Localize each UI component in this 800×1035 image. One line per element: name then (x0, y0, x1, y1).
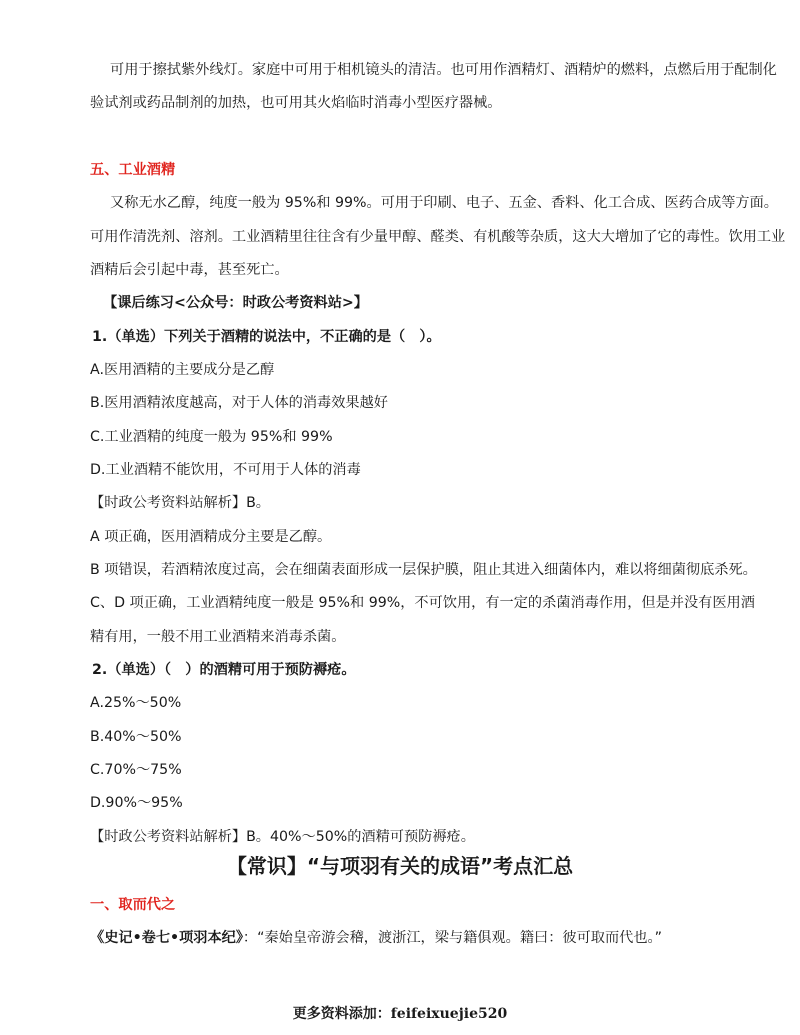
topic-title: 【常识】“与项羽有关的成语”考点汇总 (226, 854, 574, 878)
section5-line-3: 酒精后会引起中毒，甚至死亡。 (90, 262, 289, 278)
question-1-explanation-cd-1: C、D 项正确，工业酒精纯度一般是 95%和 99%，不可饮用，有一定的杀菌消毒作用，但是并没有医用酒 (90, 595, 755, 611)
quote-source: 《史记•卷七•项羽本纪》 (90, 930, 243, 946)
intro-line-2: 验试剂或药品制剂的加热，也可用其火焰临时消毒小型医疗器械。 (90, 95, 502, 111)
question-2-stem: 2.（单选）（ ）的酒精可用于预防褥疮。 (92, 662, 356, 678)
question-1-explanation-b: B 项错误，若酒精浓度过高，会在细菌表面形成一层保护膜，阻止其进入细菌体内，难以将细菌彻底杀死。 (90, 562, 757, 578)
intro-line-1: 可用于擦拭紫外线灯。家庭中可用于相机镜头的清洁。也可用作酒精灯、酒精炉的燃料，点燃后用于配制化 (110, 62, 777, 78)
question-1-option-c: C.工业酒精的纯度一般为 95%和 99% (90, 429, 333, 445)
question-1-option-d: D.工业酒精不能饮用，不可用于人体的消毒 (90, 462, 361, 478)
section-heading-industrial-alcohol: 五、工业酒精 (90, 162, 176, 178)
question-1-explanation-a: A 项正确，医用酒精成分主要是乙醇。 (90, 529, 332, 545)
question-1-explanation-cd-2: 精有用，一般不用工业酒精来消毒杀菌。 (90, 629, 346, 645)
question-2-option-d: D.90%～95% (90, 795, 183, 811)
topic-heading-1: 一、取而代之 (90, 897, 176, 913)
question-2-option-b: B.40%～50% (90, 729, 182, 745)
question-1-option-a: A.医用酒精的主要成分是乙醇 (90, 362, 275, 378)
exercise-header: 【课后练习<公众号：时政公考资料站>】 (103, 295, 368, 311)
topic-quote (90, 928, 730, 948)
question-1-stem: 1.（单选）下列关于酒精的说法中，不正确的是（ ）。 (92, 329, 441, 345)
question-1-answer: 【时政公考资料站解析】B。 (90, 495, 270, 511)
page-footer: 更多资料添加：feifeixuejie520 (292, 1006, 508, 1022)
question-2-option-c: C.70%～75% (90, 762, 182, 778)
section5-line-1: 又称无水乙醇，纯度一般为 95%和 99%。可用于印刷、电子、五金、香料、化工合成、医药合成等方面。 (110, 195, 778, 211)
question-1-option-b: B.医用酒精浓度越高，对于人体的消毒效果越好 (90, 395, 388, 411)
section5-line-2: 可用作清洗剂、溶剂。工业酒精里往往含有少量甲醇、醛类、有机酸等杂质，这大大增加了它的毒性。饮用工业 (90, 229, 786, 245)
question-2-option-a: A.25%～50% (90, 695, 182, 711)
quote-text: ：“秦始皇帝游会稽，渡浙江，梁与籍俱观。籍曰：彼可取而代也。” (242, 930, 662, 946)
question-2-answer: 【时政公考资料站解析】B。40%～50%的酒精可预防褥疮。 (90, 829, 475, 845)
